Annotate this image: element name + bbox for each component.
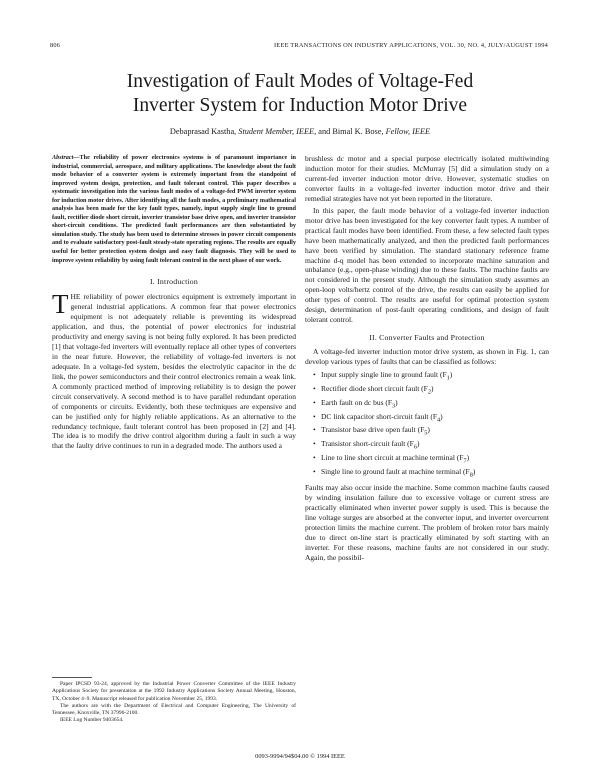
bullet-icon: • [313,397,316,407]
author-join: and [318,127,331,136]
left-column [52,154,296,451]
bullet-icon: • [313,466,316,476]
bullet-icon: • [313,452,316,462]
fault-list-item: • Line to line short circuit at machine terminal $(F_7)$ [313,452,470,465]
right-column [305,154,549,563]
bullet-icon: • [313,425,316,435]
page-number: 806 [50,42,61,49]
faults-intro-paragraph: A voltage-fed inverter induction motor drive system, as shown in Fig. 1, can develop various types of faults that can be classified as follows: [305,347,549,367]
journal-header: IEEE TRANSACTIONS ON INDUSTRY APPLICATIONS, VOL. 30, NO. 4, JULY/AUGUST 1994 [273,42,548,49]
abstract [52,154,296,265]
title-line-2: Inverter System for Induction Motor Drive [132,95,468,116]
author-2-role: Fellow, IEEE [385,127,431,136]
author-1-role: Student Member, IEEE, [238,127,317,136]
section-heading-converter-faults: II. Converter Faults and Protection [369,333,485,343]
fault-list-item: • Single line to ground fault at machine terminal $(F_8)$ [313,466,476,479]
fault-list-item: • Transistor short-circuit fault $(F_6)$ [313,439,420,451]
author-1-name: Debaprasad Kastha, [169,127,237,136]
bullet-icon: • [313,383,316,393]
fault-list-item: • Rectifier diode short circuit fault $(F_2)$ [313,383,434,396]
abstract-label: Abstract— [52,154,80,161]
intro-text: HE reliability of power electronics equipment is extremely important in general industrial applications. A common fear that power electronics equipment is not adequately reliable is preventing its widespread application, and thus, the potential of power electronics for industrial productivity and energy saving is not being fully explored. It has been predicted [1] that voltage-fed inverters will eventually replace all other types of converters in the near future. However, the reliability of voltage-fed inverters is not adequate. In a voltage-fed system, besides the electrolytic capacitor in the dc link, the power semiconductors and their control electronics remain a weak link. A commonly practiced method of improving reliability is to design the power circuit conservatively. A second method is to have parallel redundant operation of components or circuits. Evidently, both these techniques are expensive and can be justified only for highly reliable applications. As an alternative to the redundancy technique, fault tolerant control has been proposed in [2] and [4]. The idea is to modify the drive control algorithm during a fault in such a way that the faulty drive continues to run in a degraded mode. The authors used a [52,292,296,451]
fault-list-item: • Earth fault on dc bus $(F_3)$ [313,397,398,410]
fault-list [305,370,549,480]
first-page-footnote [52,677,296,725]
intro-paragraph [52,289,296,451]
fault-list-item: • DC link capacitor short-circuit fault $(F_4)$ [313,411,443,423]
fault-list-item: • Transistor base drive open fault $(F_5)$ [313,425,430,437]
author-2-name: Bimal K. Bose, [332,127,384,136]
section-heading-introduction: I. Introduction [149,277,199,287]
footnote-affiliation: The authors are with the Department of Electrical and Computer Engineering, The University of Tennessee, Knoxville, TN 37996-2100. [52,702,296,717]
paper-title [40,70,560,118]
machine-faults-paragraph: Faults may also occur inside the machine. Some common machine faults caused by winding insulation failure due to excessive voltage or current stress are practically eliminated when inverter power supply is used. This is because the line voltage surges are absorbed at the converter input, and inverter overcurrent protection limits the machine current. The problem of broken rotor bars mainly due to direct on-line start is practically eliminated by soft starting with an inverter. For these reasons, machine faults are not considered in our study. Again, the possibil- [305,483,549,563]
bullet-icon: • [313,439,316,449]
intro-continued-paragraph: brushless dc motor and a special purpose electrically isolated multiwinding induction motor for their studies. McMurray [5] did a simulation study on a current-fed inverter induction motor drive. However, systematic studies on converter faults in a voltage-fed inverter induction motor drive and their remedial strategies have not yet been reported in the literature. [305,154,549,203]
abstract-text: The reliability of power electronics systems is of paramount importance in industrial, commercial, aerospace, and military applications. The knowledge about the fault mode behavior of a converter system is extremely important from the standpoint of improved system design, protection, and fault tolerant control. This paper describes a systematic investigation into the various fault modes of a voltage-fed PWM inverter system for induction motor drives. After identifying all the fault modes, a preliminary mathematical analysis has been made for the key fault types, namely, input supply single line to ground fault, rectifier diode short circuit, inverter transistor base drive open, and inverter transistor short-circuit conditions. The predicted fault performances are then substantiated by simulation study. The study has been used to determine stresses in power circuit components and to evaluate satisfactory post-fault steady-state operating regions. The results are equally useful for better protection system design and easy fault diagnosis. They will be used to improve system reliability by using fault tolerant control in the next phase of our work. [52,154,296,264]
intro-scope-paragraph: In this paper, the fault mode behavior of a voltage-fed inverter induction motor drive has been investigated for the key converter fault types. A number of practical fault modes have been identified. From these, a few selected fault types have been mathematically analyzed, and then the predicted fault performances have been verified by simulation. The standard stationary reference frame machine d-q model has been extended to incorporate machine saturation and unbalance (e.g., open-phase winding) due to these faults. The machine faults are not considered in the present study. Although the simulation study assumes an open-loop volts/hertz control of the drive, the results can easily be applied for other types of control. The results are useful for optimal protection system design, determination of post-fault operating conditions, and design of fault tolerant control. [305,205,549,325]
issn-copyright: 0093-9994/94$04.00 © 1994 IEEE [255,753,345,760]
title-line-1: Investigation of Fault Modes of Voltage-Fed [126,71,474,92]
bullet-icon: • [313,411,316,421]
footnote-manuscript: Paper IPCSD 93-24, approved by the Industrial Power Converter Committee of the IEEE Industry Applications Society for presentation at the 1992 Industry Applications Society Annual Meeting, Houston, TX, October 4–9. Manuscript released for publication November 25, 1993. [52,681,296,702]
drop-cap: T [52,289,69,320]
bullet-icon: • [313,370,316,380]
footnote-rule [52,677,92,678]
fault-list-item: • Input supply single line to ground fault $(F_1)$ [313,370,453,382]
footnote-log-number: IEEE Log Number 9403654. [60,717,124,724]
authors-line [40,127,560,136]
